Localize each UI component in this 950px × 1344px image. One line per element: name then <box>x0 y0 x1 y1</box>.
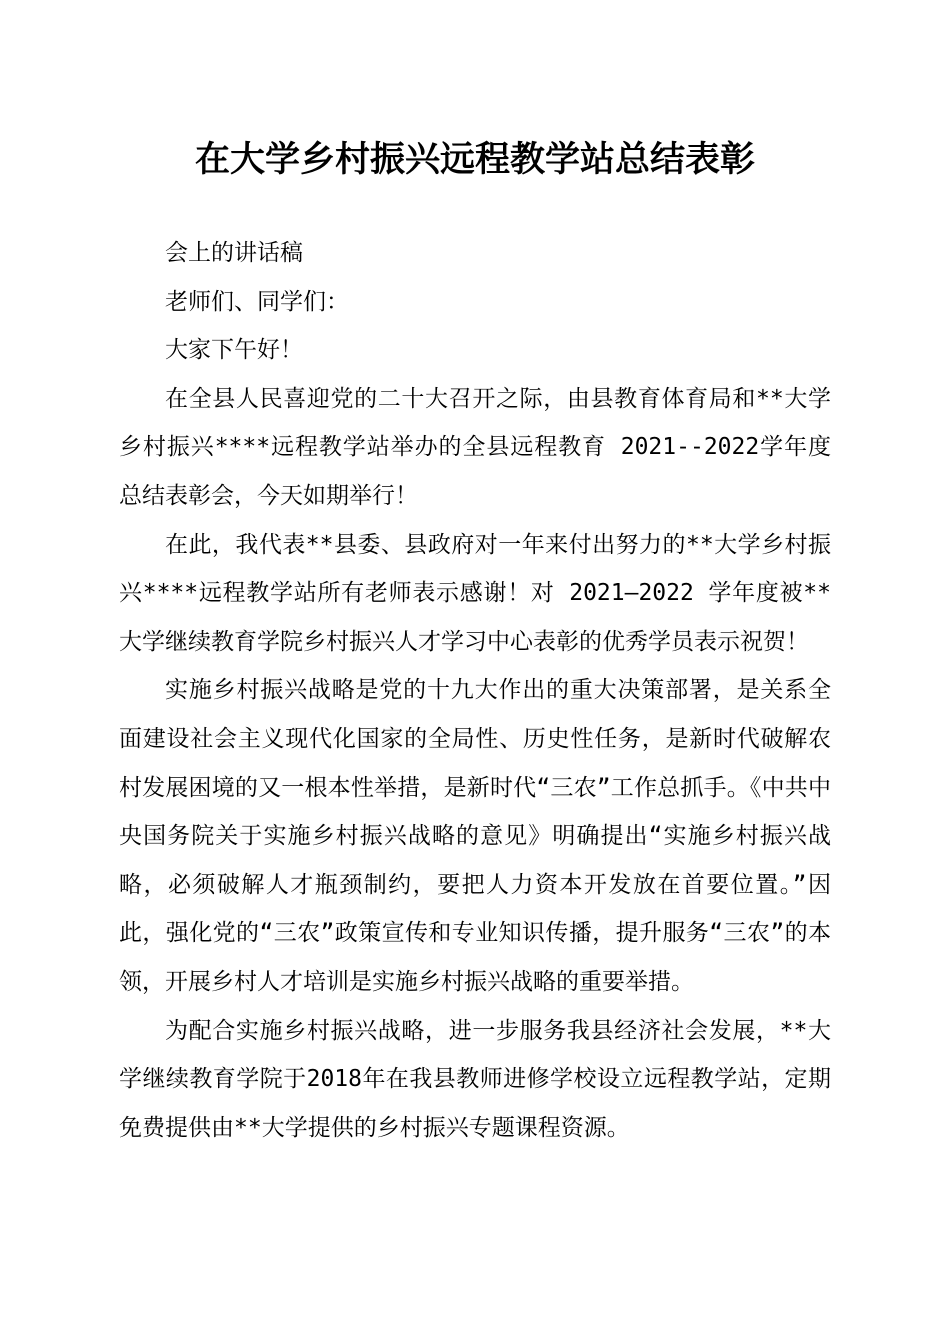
document-title: 在大学乡村振兴远程教学站总结表彰 <box>194 139 755 180</box>
paragraph-subtitle: 会上的讲话稿 <box>165 240 303 266</box>
paragraph-salutation: 老师们、同学们： <box>165 288 349 315</box>
paragraph-greeting: 大家下午好！ <box>165 337 303 364</box>
paragraph-strategy: 实施乡村振兴战略是党的十九大作出的重大决策部署，是关系全面建设社会主义现代化国家的全局性、历史性任务，是新时代破解农村发展困境的又一根本性举措，是新时代“三农”工作总抓手。《中共中央国务院关于实施乡村振兴战略的意见》明确提出“实施乡村振兴战略，必须破解人才瓶颈制约，要把人力资本开发放在首要位置。”因此，强化党的“三农”政策宣传和专业知识传播，提升服务“三农”的本领，开展乡村人才培训是实施乡村振兴战略的重要举措。 <box>119 677 831 995</box>
paragraph-thanks: 在此，我代表**县委、县政府对一年来付出努力的**大学乡村振兴****远程教学站所有老师表示感谢！对 2021—2022 学年度被**大学继续教育学院乡村振兴人才学习中心表彰的优秀学员表示祝贺！ <box>119 531 831 655</box>
paragraph-opening: 在全县人民喜迎党的二十大召开之际，由县教育体育局和**大学乡村振兴****远程教学站举办的全县远程教育 2021--2022学年度总结表彰会，今天如期举行！ <box>119 385 831 509</box>
paragraph-station: 为配合实施乡村振兴战略，进一步服务我县经济社会发展，**大学继续教育学院于2018年在我县教师进修学校设立远程教学站，定期免费提供由**大学提供的乡村振兴专题课程资源。 <box>119 1017 831 1141</box>
document-body <box>119 229 831 1152</box>
